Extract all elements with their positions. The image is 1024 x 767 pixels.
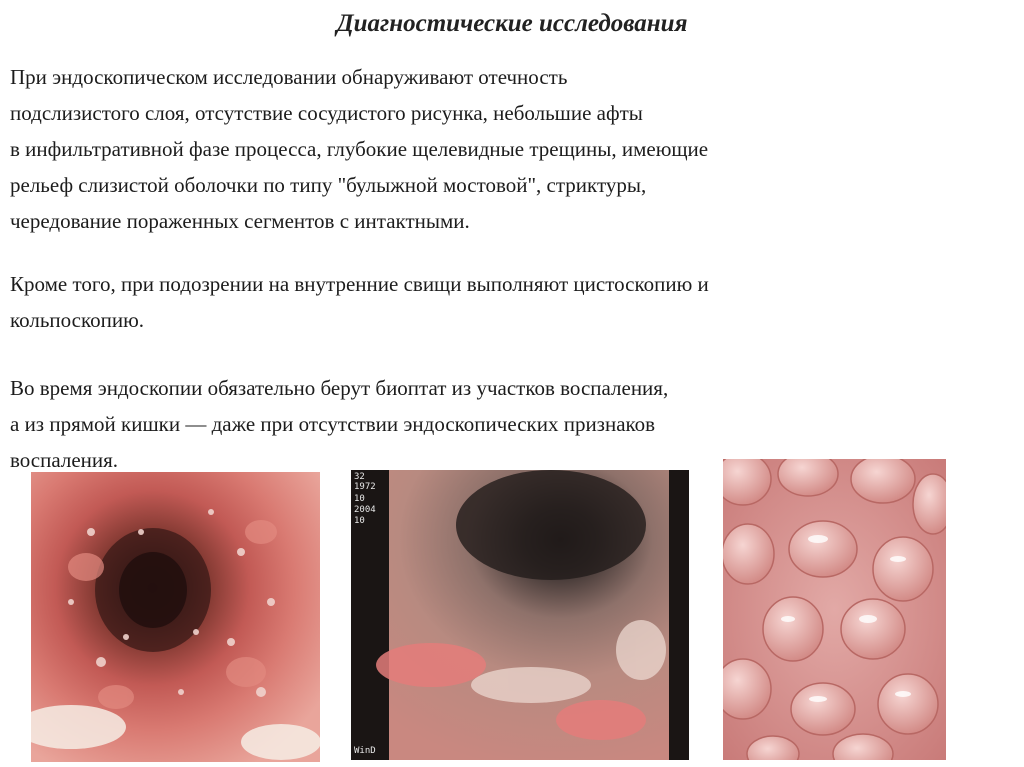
endoscopy-photo-cobblestone-mucosa [723, 459, 946, 760]
paragraph-endoscopy-findings [10, 59, 708, 239]
paragraph-biopsy [10, 370, 668, 478]
overlay-code: 2004 [354, 505, 376, 515]
paragraph-line: Во время эндоскопии обязательно берут биоптат из участков воспаления, [10, 376, 669, 400]
overlay-code: 32 [354, 472, 365, 482]
overlay-code: 1972 [354, 482, 376, 492]
overlay-code: 10 [354, 516, 365, 526]
overlay-code: 10 [354, 494, 365, 504]
paragraph-line: рельеф слизистой оболочки по типу "булыжной мостовой", стриктуры, [10, 173, 647, 197]
endoscopy-photo-colon-segment [351, 470, 689, 760]
endoscopy-photo-inflamed-lumen [31, 472, 320, 762]
overlay-footer: WinD [354, 746, 376, 756]
paragraph-line: Кроме того, при подозрении на внутренние свищи выполняют цистоскопию и [10, 272, 709, 296]
paragraph-line: При эндоскопическом исследовании обнаруживают отечность [10, 65, 568, 89]
paragraph-line: воспаления. [10, 448, 119, 472]
paragraph-line: кольпоскопию. [10, 308, 145, 332]
paragraph-line: чередование пораженных сегментов с интактными. [10, 209, 470, 233]
paragraph-line: а из прямой кишки — даже при отсутствии эндоскопических признаков [10, 412, 656, 436]
paragraph-line: подслизистого слоя, отсутствие сосудистого рисунка, небольшие афты [10, 101, 643, 125]
paragraph-line: в инфильтративной фазе процесса, глубокие щелевидные трещины, имеющие [10, 137, 709, 161]
paragraph-fistula-exams [10, 266, 709, 338]
slide-title: Диагностические исследования [336, 10, 688, 37]
